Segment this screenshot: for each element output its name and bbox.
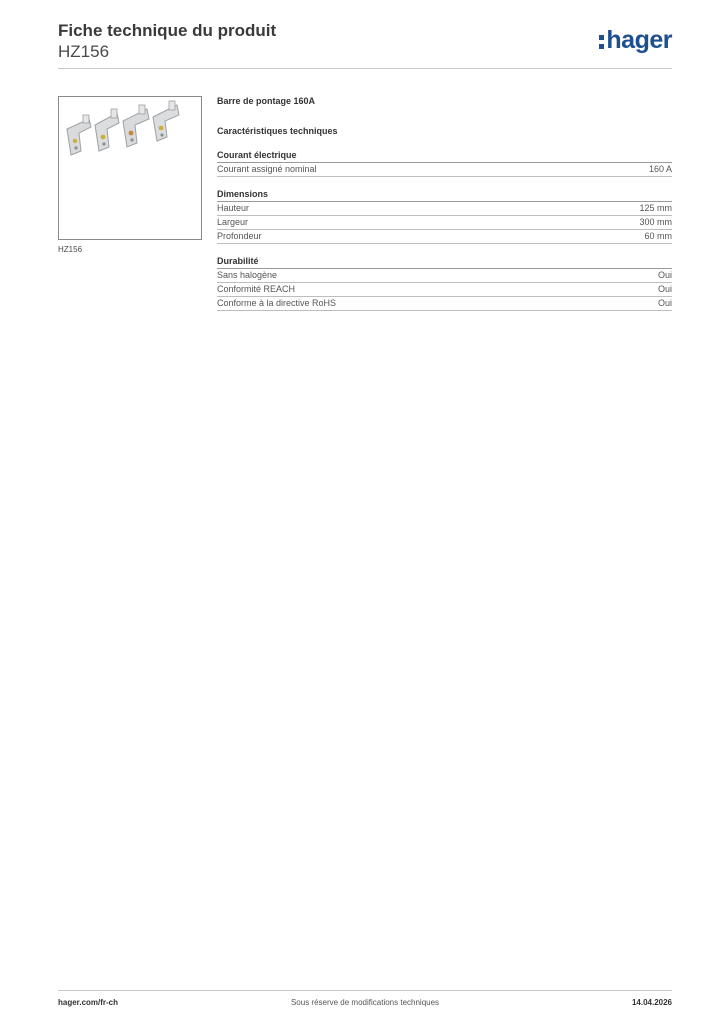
spec-value: Oui bbox=[657, 284, 672, 294]
spec-section-title: Caractéristiques techniques bbox=[217, 126, 338, 136]
spec-value: 300 mm bbox=[639, 217, 672, 227]
spec-row bbox=[217, 297, 672, 311]
footer-date: 14.04.2026 bbox=[631, 998, 672, 1007]
spec-label: Profondeur bbox=[217, 231, 262, 241]
spec-label: Largeur bbox=[217, 217, 249, 227]
spec-panel bbox=[217, 96, 672, 323]
image-caption: HZ156 bbox=[58, 245, 83, 254]
spec-group-title: Dimensions bbox=[217, 189, 672, 202]
spec-group-dimensions bbox=[217, 189, 672, 244]
spec-row bbox=[217, 283, 672, 297]
spec-value: Oui bbox=[657, 298, 672, 308]
product-code: HZ156 bbox=[58, 42, 110, 61]
spec-label: Hauteur bbox=[217, 203, 250, 213]
spec-group-durability bbox=[217, 256, 672, 311]
hager-logo bbox=[599, 27, 672, 53]
logo-dots-icon bbox=[599, 35, 604, 49]
page-title: Fiche technique du produit bbox=[58, 21, 277, 40]
spec-value: Oui bbox=[657, 270, 672, 280]
spec-value: 60 mm bbox=[644, 231, 672, 241]
spec-group-title: Durabilité bbox=[217, 256, 672, 269]
spec-value: 160 A bbox=[648, 164, 672, 174]
product-name: Barre de pontage 160A bbox=[217, 96, 316, 106]
footer-divider bbox=[58, 990, 672, 991]
spec-row bbox=[217, 230, 672, 244]
spec-row bbox=[217, 202, 672, 216]
page-header bbox=[58, 20, 672, 62]
website-link[interactable]: hager.com/fr-ch bbox=[58, 998, 119, 1007]
spec-label: Conformité REACH bbox=[217, 284, 296, 294]
logo-text: hager bbox=[606, 26, 672, 54]
spec-group-electrical bbox=[217, 150, 672, 177]
spec-value: 125 mm bbox=[639, 203, 672, 213]
header-divider bbox=[58, 68, 672, 69]
spec-row bbox=[217, 216, 672, 230]
spec-label: Conforme à la directive RoHS bbox=[217, 298, 337, 308]
spec-label: Courant assigné nominal bbox=[217, 164, 317, 174]
footer-disclaimer: Sous réserve de modifications techniques bbox=[290, 998, 440, 1007]
spec-row bbox=[217, 163, 672, 177]
spec-row bbox=[217, 269, 672, 283]
spec-label: Sans halogène bbox=[217, 270, 278, 280]
spec-group-title: Courant électrique bbox=[217, 150, 672, 163]
bridging-bar-product-photo-icon bbox=[59, 97, 201, 239]
product-image bbox=[58, 96, 202, 240]
